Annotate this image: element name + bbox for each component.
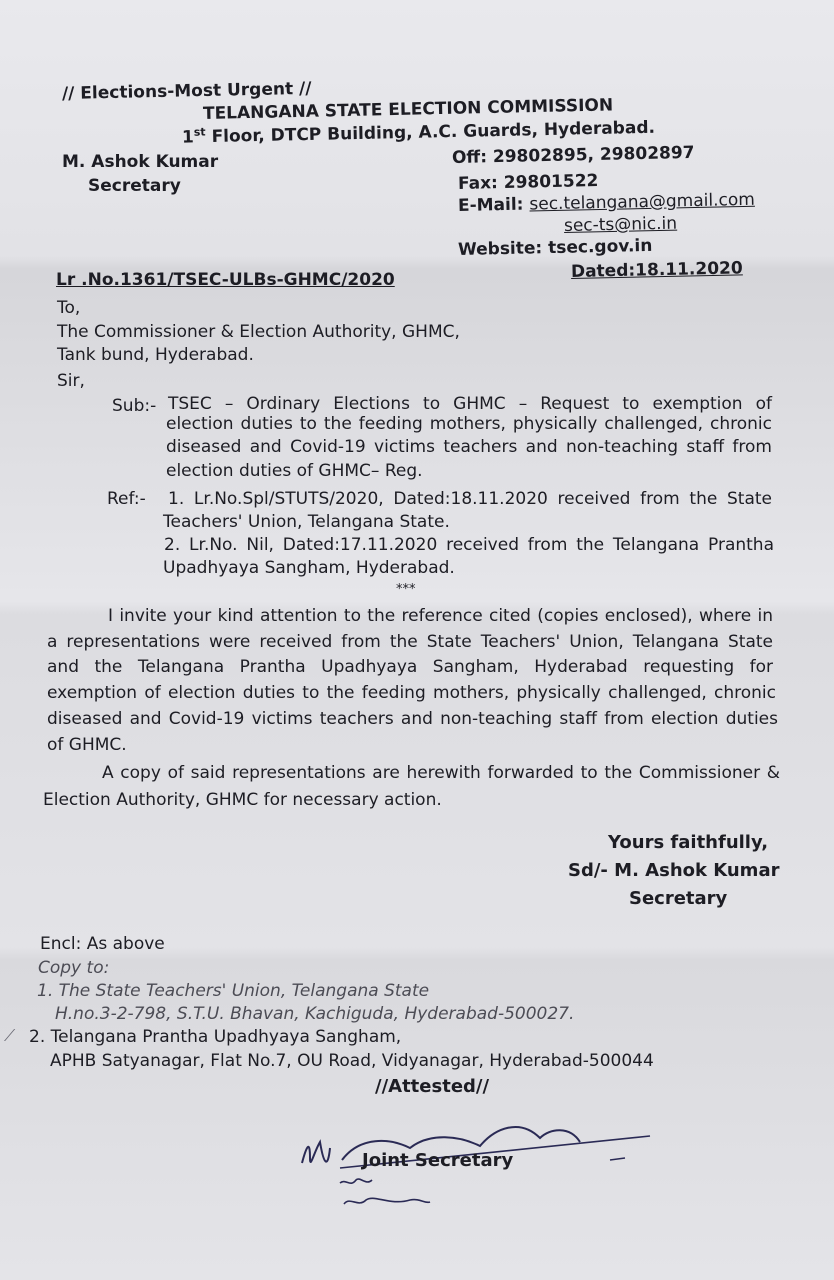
body-paragraph-line: a representations were received from the State Teachers' Union, Telangana State: [47, 632, 773, 652]
separator-stars: ***: [396, 582, 416, 597]
pen-tick-mark: ⟋: [4, 1026, 16, 1045]
copy-recipient-line: H.no.3-2-798, S.T.U. Bhavan, Kachiguda, Hyderabad-500027.: [55, 1004, 575, 1024]
body-paragraph-line: and the Telangana Prantha Upadhyaya Sangham, Hyderabad requesting for: [47, 657, 773, 677]
joint-secretary-label: Joint Secretary: [362, 1150, 514, 1171]
reference-line: 2. Lr.No. Nil, Dated:17.11.2020 received from the Telangana Prantha: [164, 535, 774, 555]
closing-yours: Yours faithfully,: [608, 832, 769, 853]
subject-line: TSEC – Ordinary Elections to GHMC – Request to exemption of: [168, 394, 772, 414]
body-paragraph-line: I invite your kind attention to the reference cited (copies enclosed), where in: [108, 606, 773, 626]
fax-number: Fax: 29801522: [457, 171, 599, 194]
attested-label: //Attested//: [375, 1076, 490, 1097]
email-block: E-Mail: sec.telangana@gmail.com: [457, 189, 756, 216]
commission-address: 1st Floor, DTCP Building, A.C. Guards, Hyderabad.: [181, 117, 656, 148]
copy-to-label: Copy to:: [38, 958, 110, 978]
subject-line: election duties of GHMC– Reg.: [166, 461, 423, 481]
to-label: To,: [57, 298, 81, 318]
copy-recipient-line: APHB Satyanagar, Flat No.7, OU Road, Vidyanagar, Hyderabad-500044: [50, 1051, 654, 1071]
body-paragraph-line: A copy of said representations are herewith forwarded to the Commissioner &: [102, 763, 780, 783]
subject-label: Sub:-: [112, 396, 157, 416]
letter-ref-number: Lr .No.1361/TSEC-ULBs-GHMC/2020: [56, 270, 395, 290]
subject-line: election duties to the feeding mothers, physically challenged, chronic: [166, 414, 772, 434]
body-paragraph-line: Election Authority, GHMC for necessary action.: [43, 790, 442, 810]
secretary-name: M. Ashok Kumar: [62, 152, 219, 172]
body-paragraph-line: exemption of election duties to the feeding mothers, physically challenged, chronic: [47, 683, 776, 703]
reference-line: Upadhyaya Sangham, Hyderabad.: [163, 558, 455, 578]
reference-label: Ref:-: [107, 489, 146, 509]
closing-title: Secretary: [629, 888, 728, 909]
body-paragraph-line: of GHMC.: [47, 735, 127, 755]
urgency-line: // Elections-Most Urgent //: [61, 78, 312, 104]
email-link-1[interactable]: sec.telangana@gmail.com: [529, 189, 756, 215]
reference-line: 1. Lr.No.Spl/STUTS/2020, Dated:18.11.2020 received from the State: [168, 489, 772, 509]
secretary-title: Secretary: [88, 176, 181, 196]
closing-signed: Sd/- M. Ashok Kumar: [568, 860, 780, 881]
website: Website: tsec.gov.in: [457, 235, 653, 260]
addressee-line-1: The Commissioner & Election Authority, GHMC,: [57, 322, 460, 342]
email-link-2[interactable]: sec-ts@nic.in: [563, 213, 678, 236]
reference-line: Teachers' Union, Telangana State.: [163, 512, 450, 532]
enclosure-note: Encl: As above: [40, 934, 165, 954]
office-phone: Off: 29802895, 29802897: [451, 142, 695, 168]
commission-name: TELANGANA STATE ELECTION COMMISSION: [202, 95, 614, 124]
body-paragraph-line: diseased and Covid-19 victims teachers and non-teaching staff from election duties: [47, 709, 778, 729]
letter-date: Dated:18.11.2020: [570, 258, 743, 282]
addressee-line-2: Tank bund, Hyderabad.: [57, 345, 254, 365]
copy-recipient-line: 1. The State Teachers' Union, Telangana State: [37, 981, 430, 1001]
copy-recipient-line: 2. Telangana Prantha Upadhyaya Sangham,: [29, 1027, 402, 1047]
subject-line: diseased and Covid-19 victims teachers and non-teaching staff from: [166, 437, 772, 457]
salutation: Sir,: [57, 371, 85, 391]
